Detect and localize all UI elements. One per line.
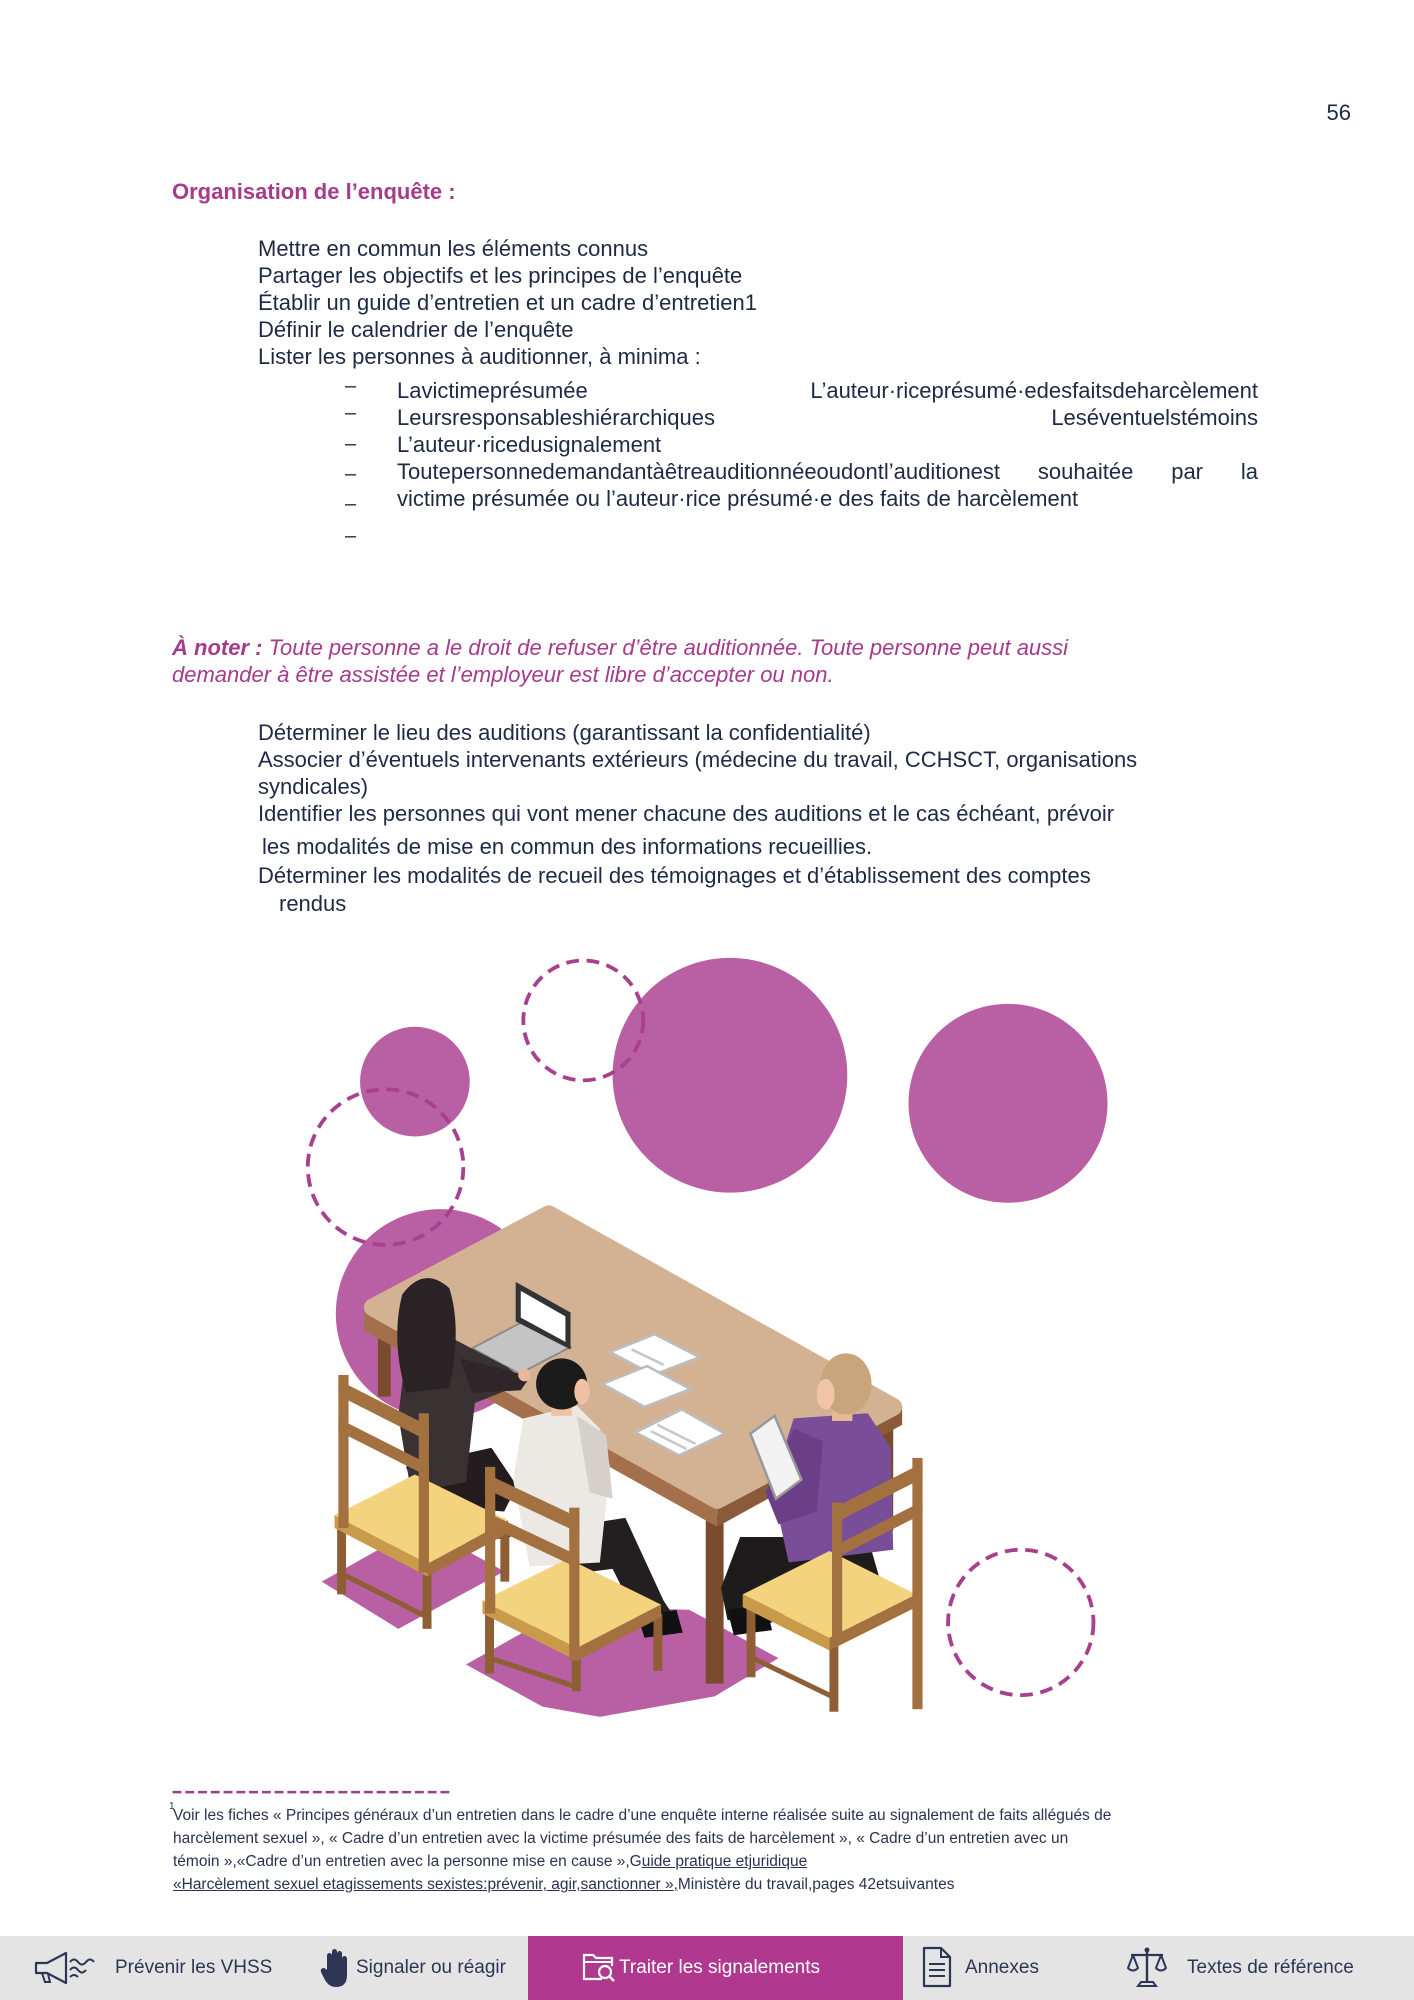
sweater [772,1413,893,1562]
chair-back-post [419,1413,429,1572]
tab-signaler[interactable] [300,1936,528,2000]
chair-back-post [569,1508,579,1661]
chair-middle [483,1467,663,1691]
list-item: Identifier les personnes qui vont mener chacune des auditions et le cas échéant, prévoir [258,801,1115,826]
chair-leg [572,1656,581,1692]
head [536,1358,587,1409]
chair-seat [743,1551,916,1638]
footnote-text: témoin »,«Cadre d’un entretien avec la personne mise en cause »,G [173,1853,642,1870]
floor-shadow [466,1607,779,1717]
decorative-circle [909,1004,1108,1203]
dashed-circle [308,1089,464,1245]
tablet [750,1416,801,1499]
guide-link[interactable]: uide pratique etjuridique [641,1853,808,1870]
footer-navigation [0,1936,1414,2000]
list-item: Associer d’éventuels intervenants extérieurs (médecine du travail, CCHSCT, organisations [258,747,1138,772]
chair-rail [832,1463,923,1524]
tab-label: Traiter les signalements [619,1957,820,1978]
note-line [172,634,1068,661]
sub-list-item: Toutepersonnedemandantàêtreauditionnéeoudontl’auditionest souhaitée par la [397,459,1258,484]
person-right [721,1353,893,1635]
chair-seat-edge [428,1520,508,1576]
list-item: les modalités de mise en commun des informations recueillies. [262,834,873,859]
paper [636,1409,725,1455]
table-leg [378,1320,391,1397]
sub-list-item: L’auteur·ricedusignalement [397,432,662,457]
chair-leg [485,1610,494,1674]
chair-rail [485,1473,579,1533]
chair-leg [500,1528,509,1582]
tab-label: Prévenir les VHSS [115,1957,273,1978]
laptop-screen [516,1282,571,1350]
footnote-line [173,1873,954,1896]
decorative-circle [336,1209,545,1418]
note-box [172,634,1068,688]
chair-leg [337,1524,346,1594]
pants [542,1518,676,1633]
sub-list-row [397,431,1258,458]
list-item: Définir le calendrier de l’enquête [258,317,574,342]
tab-traiter[interactable] [528,1936,903,2000]
chair-leg [747,1601,756,1678]
sub-list-row [397,485,1258,512]
paper [602,1366,690,1407]
tab-label: Textes de référence [1187,1957,1354,1978]
megaphone-icon [32,1950,100,1986]
table-top [373,1214,893,1500]
chair-rail [338,1418,429,1477]
page-number: 56 [1326,100,1351,125]
hair [821,1353,872,1414]
list-item: Partager les objectifs et les principes de l’enquête [258,263,743,288]
paper [610,1334,699,1375]
tab-label: Signaler ou réagir [356,1957,506,1978]
folder-search-icon [582,1950,616,1984]
chair-back-post [912,1458,922,1709]
chair-seat-edge [335,1515,428,1576]
sub-list-item: Lavictimeprésumée [397,378,588,403]
chair-seat-edge [743,1594,830,1650]
paper-text-line [657,1425,695,1444]
chair-back-post [832,1503,842,1643]
note-text: Toute personne a le droit de refuser d’être auditionnée. Toute personne peut aussi [262,635,1069,660]
list-dash: – [345,433,357,455]
chair-seat [483,1559,662,1648]
chair-stretcher [345,1575,428,1617]
laptop-base [472,1321,570,1373]
footnote-marker: 1 [169,1801,175,1812]
chair-stretcher [490,1658,574,1686]
sub-list-item: Leséventuelstémoins [1051,405,1258,430]
ear [574,1379,589,1405]
list-item: Mettre en commun les éléments connus [258,236,649,261]
footnote-line: harcèlement sexuel », « Cadre d’un entretien avec la victime présumée des faits de harcèlement », « Cadre d’un entretien avec un [173,1830,1069,1847]
shoe [638,1610,683,1638]
dashed-circle [523,960,643,1080]
tab-annexes[interactable] [903,1936,1103,2000]
guide-link[interactable]: «Harcèlement sexuel etagissements sexistes:prévenir, agir,sanctionner », [173,1876,678,1893]
persons-to-interview-list [397,377,1258,512]
hand-icon [320,1948,350,1988]
scales-icon [1127,1946,1167,1988]
decorative-circle [360,1027,470,1137]
chair-rail [485,1511,579,1568]
tab-textes[interactable] [1103,1936,1414,2000]
paper-text-line [632,1349,664,1364]
legs [406,1448,517,1512]
list-item: Déterminer les modalités de recueil des témoignages et d’établissement des comptes [258,863,1091,888]
table-leg [706,1515,724,1683]
footnote-text: Ministère du travail,pages 42etsuivantes [677,1876,955,1893]
note-text: demander à être assistée et l’employeur est libre d’accepter ou non. [172,662,834,687]
laptop-display [521,1291,566,1342]
chair-stretcher [753,1658,832,1696]
sub-list-row [397,404,1258,431]
chair-seat [335,1474,508,1563]
chair-leg [423,1571,432,1628]
arm [460,1358,530,1392]
chair-back-post [338,1375,348,1528]
chair-left [335,1375,510,1629]
hair [397,1278,455,1393]
table-edge [717,1407,902,1527]
list-dash: – [345,463,357,485]
footnote-line: Voir les fiches « Principes généraux d’un entretien dans le cadre d’une enquête interne réalisée suite au signalement de faits allégués de [173,1807,1112,1824]
sleeve [766,1429,823,1525]
chair-seat-edge [483,1601,577,1661]
list-item: Lister les personnes à auditionner, à minima : [258,344,701,369]
neck [551,1401,571,1416]
chair-right [743,1458,923,1712]
list-item: syndicales) [258,774,369,799]
person-left [397,1278,531,1543]
shirt [513,1406,610,1567]
list-dash: – [345,493,357,515]
chair-leg [829,1645,838,1711]
sub-list-item: victime présumée ou l’auteur·rice présumé·e des faits de harcèlement [397,486,1079,511]
face [817,1379,835,1410]
hand [518,1369,531,1382]
chair-back-post [485,1467,495,1614]
chair-rail [338,1380,429,1441]
shoe [727,1605,772,1636]
chair-leg [653,1614,662,1671]
list-dash: – [345,402,357,424]
list-item: rendus [279,891,347,916]
list-item: Établir un guide d’entretien et un cadre d’entretien1 [258,290,758,315]
neck [832,1403,852,1421]
document-icon [921,1946,953,1988]
tab-prevenir[interactable] [0,1936,300,2000]
chair-rail [832,1501,923,1560]
sub-list-row [397,377,1258,404]
chair-seat-edge [577,1605,661,1661]
sub-list-item: Leursresponsableshiérarchiques [397,405,715,430]
dashed-circle [948,1550,1093,1695]
shoe [460,1518,511,1544]
table-edge [364,1313,717,1527]
section-heading: Organisation de l’enquête : [172,179,456,204]
list-dash: – [345,525,357,547]
sub-list-item: L’auteur·riceprésumé·edesfaitsdeharcèlement [810,378,1258,403]
sleeve [577,1416,613,1499]
preparation-list [258,235,757,370]
note-label: À noter : [172,635,263,660]
decorative-circle [613,958,848,1193]
table-leg [878,1411,893,1539]
person-middle [513,1358,683,1637]
list-item: Déterminer le lieu des auditions (garantissant la confidentialité) [258,720,871,745]
pants [721,1537,880,1626]
paper-text-line [651,1431,687,1449]
chair-seat-edge [829,1594,916,1650]
footnote-line [173,1850,807,1873]
list-dash: – [345,375,357,397]
floor-shadow [322,1526,504,1629]
jacket [398,1337,526,1493]
tab-label: Annexes [965,1957,1039,1978]
